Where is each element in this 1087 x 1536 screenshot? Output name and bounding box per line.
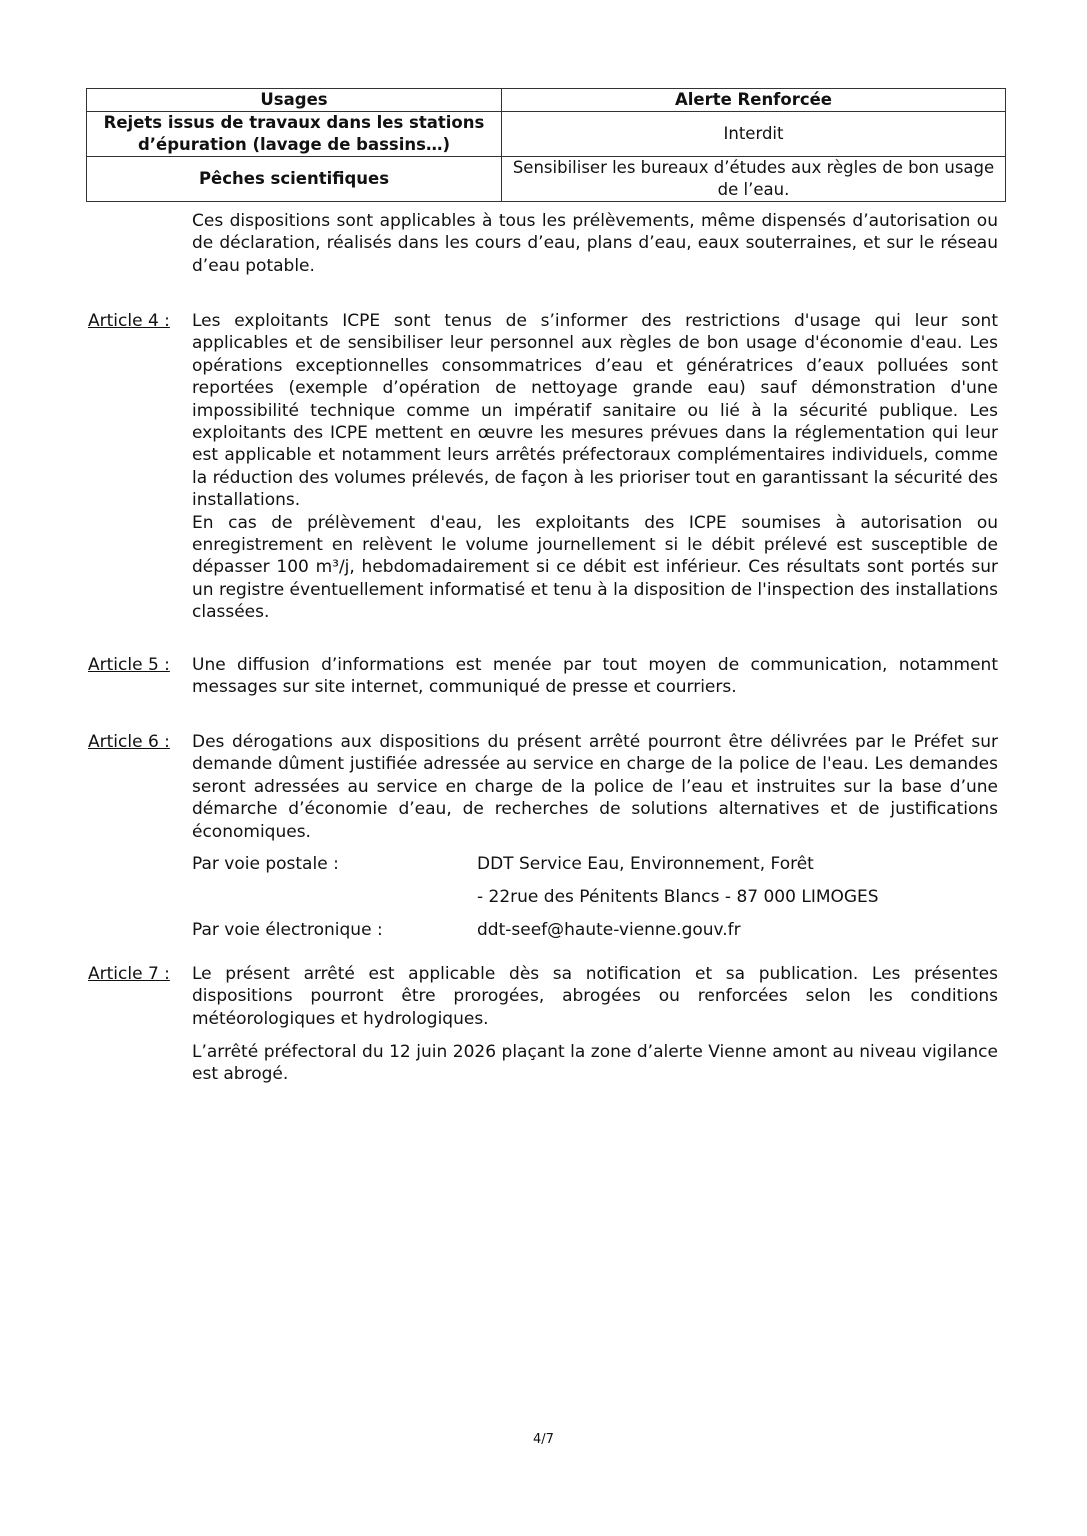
article-7-body xyxy=(192,963,998,1030)
table-header-usages: Usages xyxy=(87,89,502,112)
postal-label: Par voie postale : xyxy=(192,854,339,874)
article-6-paragraph-1: Des dérogations aux dispositions du présent arrêté pourront être délivrées par le Préfet sur demande dûment justifiée adressée au service en charge de la police de l'eau. Les demandes seront adressées au service en charge de la police de l’eau et instruites sur la base d’une démarche d’économie d’eau, de recherches de solutions alternatives et de justifications économiques. xyxy=(192,732,998,842)
article-6-body xyxy=(192,731,998,843)
article-5-label: Article 5 : xyxy=(88,655,170,675)
article-4-paragraph-2: En cas de prélèvement d'eau, les exploitants des ICPE soumises à autorisation ou enregistrement en relèvent le volume journellement si le débit prélevé est susceptible de dépasser 100 m³/j, hebdomadairement si ce débit est inférieur. Ces résultats sont portés sur un registre éventuellement informatisé et tenu à la disposition de l'inspection des installations classées. xyxy=(192,512,998,623)
article-7-paragraph-2: L’arrêté préfectoral du 12 juin 2026 plaçant la zone d’alerte Vienne amont au niveau vigilance est abrogé. xyxy=(192,1042,998,1085)
email-address[interactable]: ddt-seef@haute-vienne.gouv.fr xyxy=(477,920,741,940)
email-label: Par voie électronique : xyxy=(192,920,383,940)
table-cell-usage: Pêches scientifiques xyxy=(87,157,502,202)
usages-table xyxy=(86,88,1006,202)
page-number: 4/7 xyxy=(533,1432,554,1447)
article-4-label: Article 4 : xyxy=(88,311,170,331)
article-5-paragraph-1: Une diffusion d’informations est menée par tout moyen de communication, notamment messages sur site internet, communiqué de presse et courriers. xyxy=(192,655,998,698)
article-7-label: Article 7 : xyxy=(88,964,170,984)
article-4-paragraph-1: Les exploitants ICPE sont tenus de s’informer des restrictions d'usage qui leur sont applicables et de sensibiliser leur personnel aux règles de bon usage d'économie d'eau. Les opérations exceptionnelles consommatrices d’eau et génératrices d’eaux polluées sont reportées (exemple d’opération de nettoyage grande eau) sauf démonstration d'une impossibilité technique comme un impératif sanitaire ou lié à la sécurité publique. Les exploitants des ICPE mettent en œuvre les mesures prévues dans la réglementation qui leur est applicable et notamment leurs arrêtés préfectoraux complémentaires individuels, comme la réduction des volumes prélevés, de façon à les prioriser tout en garantissant la sécurité des installations. xyxy=(192,311,998,511)
article-7-paragraph-2-block xyxy=(192,1041,998,1086)
article-6-label: Article 6 : xyxy=(88,732,170,752)
table-cell-alerte: Interdit xyxy=(502,112,1006,157)
table-row xyxy=(87,157,1006,202)
table-row xyxy=(87,112,1006,157)
article-5-body xyxy=(192,654,998,699)
table-header-alerte: Alerte Renforcée xyxy=(502,89,1006,112)
article-7-paragraph-1: Le présent arrêté est applicable dès sa notification et sa publication. Les présentes dispositions pourront être prorogées, abrogées ou renforcées selon les conditions météorologiques et hydrologiques. xyxy=(192,964,998,1029)
postal-address-line-2: - 22rue des Pénitents Blancs - 87 000 LIMOGES xyxy=(477,887,879,907)
table-cell-alerte: Sensibiliser les bureaux d’études aux règles de bon usage de l’eau. xyxy=(502,157,1006,202)
postal-address-line-1: DDT Service Eau, Environnement, Forêt xyxy=(477,854,814,874)
table-cell-usage: Rejets issus de travaux dans les stations d’épuration (lavage de bassins…) xyxy=(87,112,502,157)
article-4-body xyxy=(192,310,998,624)
table-header-row xyxy=(87,89,1006,112)
intro-paragraph: Ces dispositions sont applicables à tous les prélèvements, même dispensés d’autorisation ou de déclaration, réalisés dans les cours d’eau, plans d’eau, eaux souterraines, et sur le réseau d’eau potable. xyxy=(192,211,998,276)
